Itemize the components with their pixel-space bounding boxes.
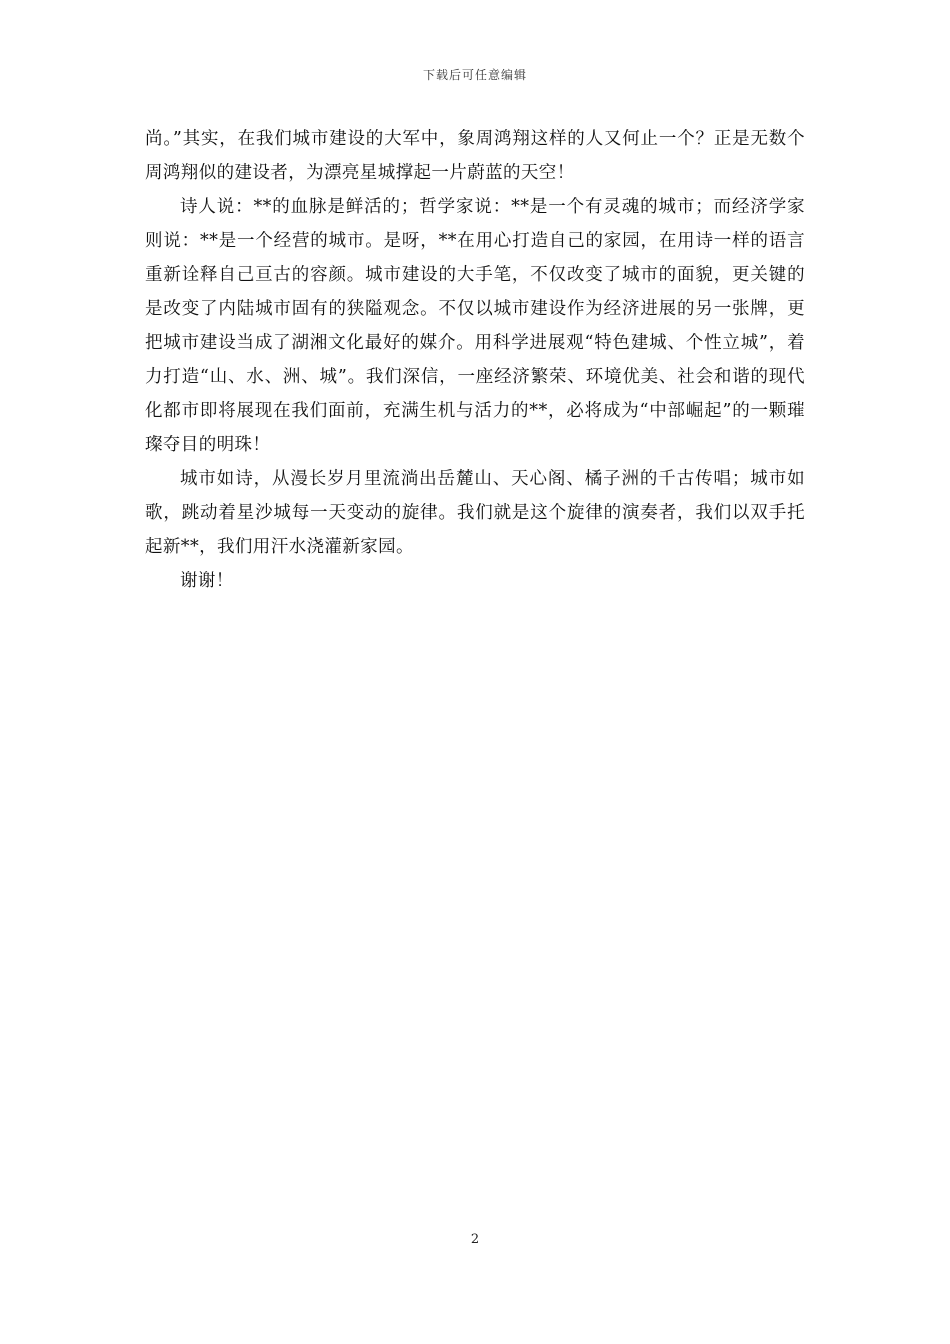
paragraph-thanks: 谢谢！ [180, 571, 234, 591]
document-body [145, 122, 805, 598]
page-header: 下载后可任意编辑 [422, 68, 527, 82]
paragraph-continuation: 尚。”其实，在我们城市建设的大军中，象周鸿翔这样的人又何止一个？正是无数个周鸿翔似的建设者，为漂亮星城撑起一片蔚蓝的天空！ [145, 129, 805, 183]
page-number: 2 [470, 1232, 480, 1247]
paragraph-city-description: 诗人说：**的血脉是鲜活的；哲学家说：**是一个有灵魂的城市；而经济学家则说：**是一个经营的城市。是呀，**在用心打造自己的家园，在用诗一样的语言重新诠释自己亘古的容颜。城市建设的大手笔，不仅改变了城市的面貌，更关键的是改变了内陆城市固有的狭隘观念。不仅以城市建设作为经济进展的另一张牌，更把城市建设当成了湖湘文化最好的媒介。用科学进展观“特色建城、个性立城”，着力打造“山、水、洲、城”。我们深信，一座经济繁荣、环境优美、社会和谐的现代化都市即将展现在我们面前，充满生机与活力的**，必将成为“中部崛起”的一颗璀璨夺目的明珠！ [145, 197, 805, 455]
paragraph-city-poem: 城市如诗，从漫长岁月里流淌出岳麓山、天心阁、橘子洲的千古传唱；城市如歌，跳动着星沙城每一天变动的旋律。我们就是这个旋律的演奏者，我们以双手托起新**，我们用汗水浇灌新家园。 [145, 469, 805, 557]
